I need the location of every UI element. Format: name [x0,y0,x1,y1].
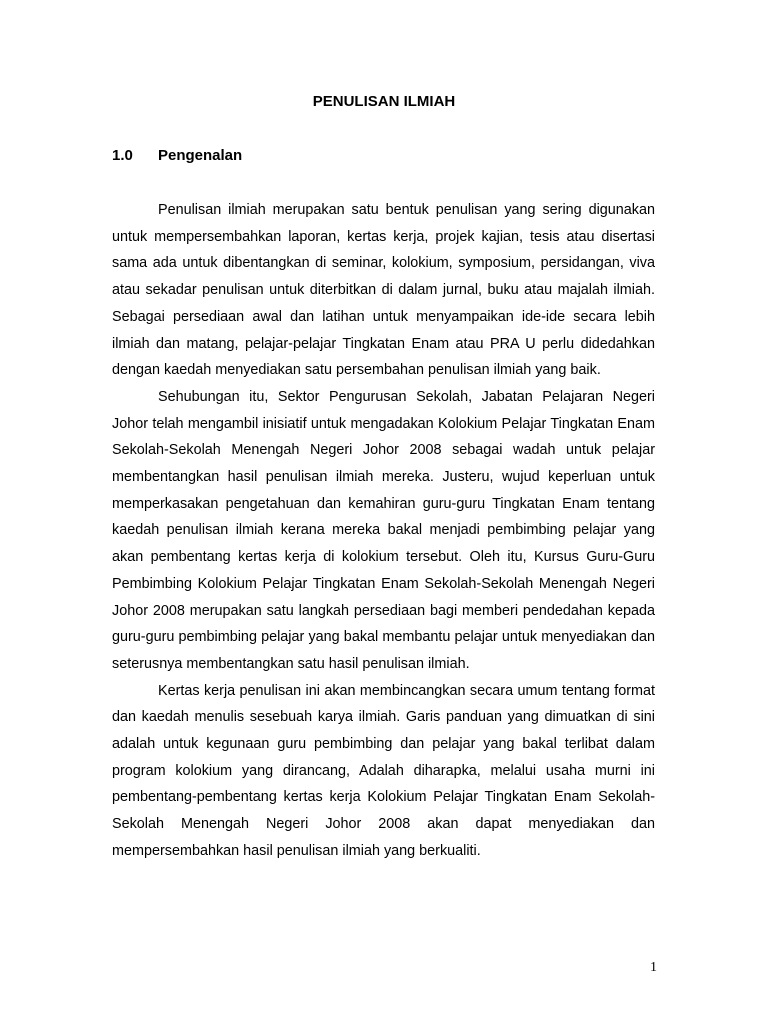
page-number: 1 [650,960,657,975]
document-title: PENULISAN ILMIAH [312,93,456,110]
paragraph-2: Sehubungan itu, Sektor Pengurusan Sekolah, Jabatan Pelajaran Negeri Johor telah mengambil inisiatif untuk mengadakan Kolokium Pelajar Tingkatan Enam Sekolah-Sekolah Menengah Negeri Johor 2008 sebagai wadah untuk pelajar membentangkan hasil penulisan ilmiah mereka. Justeru, wujud keperluan untuk memperkasakan pengetahuan dan kemahiran guru-guru Tingkatan Enam tentang kaedah penulisan ilmiah kerana mereka bakal menjadi pembimbing pelajar yang akan pembentang kertas kerja di kolokium tersebut. Oleh itu, Kursus Guru-Guru Pembimbing Kolokium Pelajar Tingkatan Enam Sekolah-Sekolah Menengah Negeri Johor 2008 merupakan satu langkah persediaan bagi memberi pendedahan kepada guru-guru pembimbing pelajar yang bakal membantu pelajar untuk menyediakan dan seterusnya membentangkan satu hasil penulisan ilmiah. [112,388,655,672]
section-title: Pengenalan [158,147,243,164]
paragraph-3: Kertas kerja penulisan ini akan membincangkan secara umum tentang format dan kaedah menulis sesebuah karya ilmiah. Garis panduan yang dimuatkan di sini adalah untuk kegunaan guru pembimbing dan pelajar yang bakal terlibat dalam program kolokium yang dirancang, Adalah diharapka, melalui usaha murni ini pembentang-pembentang kertas kerja Kolokium Pelajar Tingkatan Enam Sekolah-Sekolah Menengah Negeri Johor 2008 akan dapat menyediakan dan mempersembahkan hasil penulisan ilmiah yang berkualiti. [112,682,655,859]
body-text [112,197,655,865]
section-number: 1.0 [112,147,133,164]
section-heading [112,147,242,165]
paragraph-1: Penulisan ilmiah merupakan satu bentuk penulisan yang sering digunakan untuk mempersembahkan laporan, kertas kerja, projek kajian, tesis atau disertasi sama ada untuk dibentangkan di seminar, kolokium, symposium, persidangan, viva atau sekadar penulisan untuk diterbitkan di dalam jurnal, buku atau majalah ilmiah. Sebagai persediaan awal dan latihan untuk menyampaikan ide-ide secara lebih ilmiah dan matang, pelajar-pelajar Tingkatan Enam atau PRA U perlu didedahkan dengan kaedah menyediakan satu persembahan penulisan ilmiah yang baik. [112,202,655,379]
